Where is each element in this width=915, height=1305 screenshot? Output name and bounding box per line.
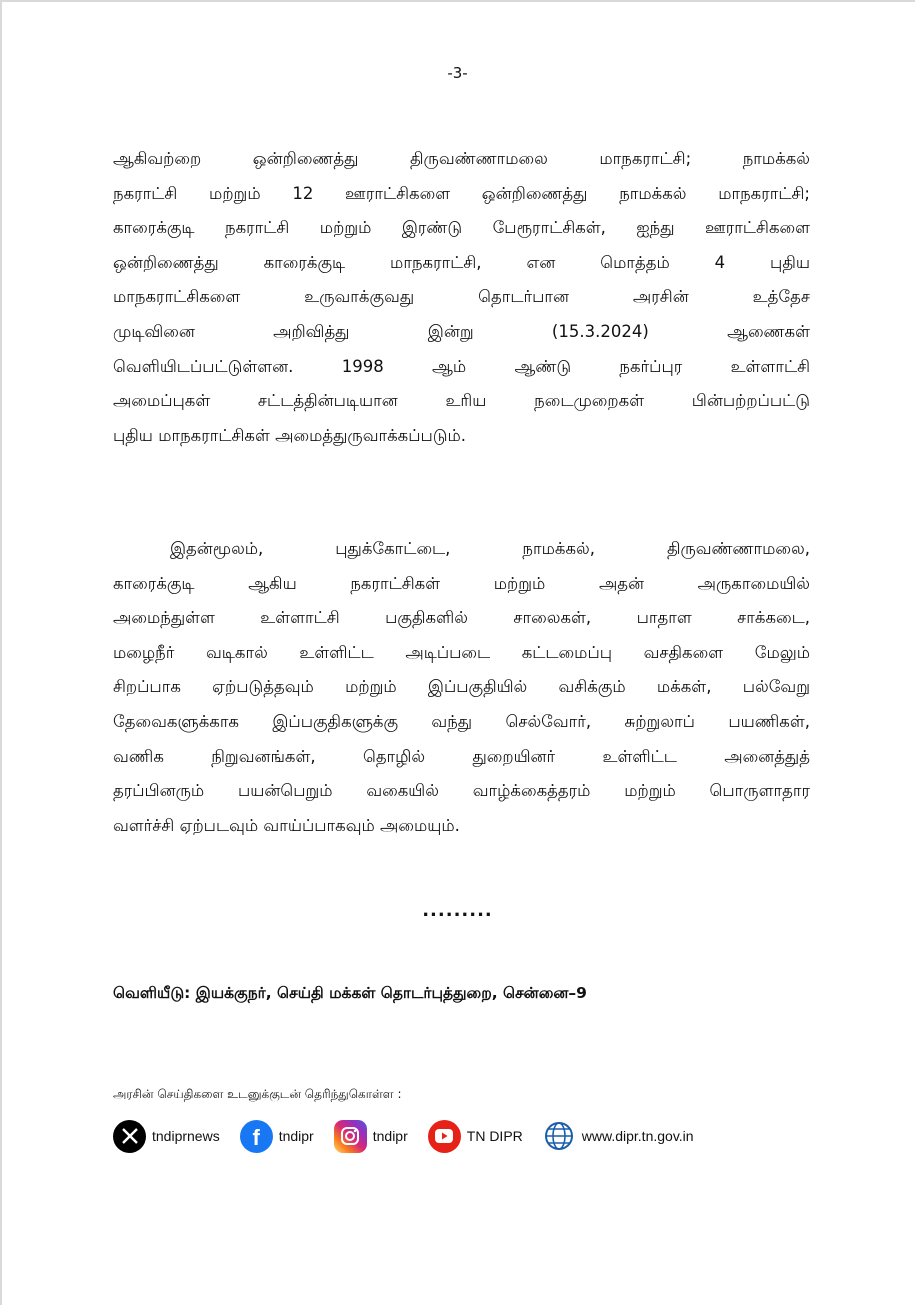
social-x-link[interactable] (113, 1120, 220, 1153)
social-label: tndiprnews (152, 1128, 220, 1144)
text-line: சிறப்பாக ஏற்படுத்தவும் மற்றும் இப்பகுதியில் வசிக்கும் மக்கள், பல்வேறு (113, 677, 810, 697)
social-label: TN DIPR (466, 1128, 523, 1144)
text-line: அமைந்துள்ள உள்ளாட்சி பகுதிகளில் சாலைகள், பாதாள சாக்கடை, (113, 608, 810, 628)
social-website-link[interactable] (543, 1120, 694, 1153)
youtube-icon (428, 1120, 461, 1153)
text-line: காரைக்குடி நகராட்சி மற்றும் இரண்டு பேரூராட்சிகள், ஐந்து ஊராட்சிகளை (113, 218, 810, 238)
page-number: -3- (447, 64, 468, 82)
text-line: மாநகராட்சிகளை உருவாக்குவது தொடர்பான அரசின் உத்தேச (113, 287, 810, 307)
paragraph-1 (113, 142, 810, 453)
follow-text: அரசின் செய்திகளை உடனுக்குடன் தெரிந்துகொள்ள : (113, 1087, 402, 1101)
text-line: தரப்பினரும் பயன்பெறும் வகையில் வாழ்க்கைத்தரம் மற்றும் பொருளாதார (113, 781, 810, 801)
social-links (113, 1118, 714, 1154)
text-line: வெளியிடப்பட்டுள்ளன. 1998 ஆம் ஆண்டு நகர்ப்புர உள்ளாட்சி (113, 356, 810, 376)
social-label: tndipr (372, 1128, 408, 1144)
paragraph-2 (113, 532, 810, 843)
text-line: வணிக நிறுவனங்கள், தொழில் துறையினர் உள்ளிட்ட அனைத்துத் (113, 746, 810, 766)
facebook-icon: f (240, 1120, 273, 1153)
social-youtube-link[interactable] (428, 1120, 523, 1153)
text-line: ஆகிவற்றை ஒன்றிணைத்து திருவண்ணாமலை மாநகராட்சி; நாமக்கல் (113, 149, 810, 168)
text-line: மழைநீர் வடிகால் உள்ளிட்ட அடிப்படை கட்டமைப்பு வசதிகளை மேலும் (113, 642, 810, 662)
text-line: தேவைகளுக்காக இப்பகுதிகளுக்கு வந்து செல்வோர், சுற்றுலாப் பயணிகள், (113, 711, 810, 731)
release-line: வெளியீடு: இயக்குநர், செய்தி மக்கள் தொடர்புத்துறை, சென்னை–9 (113, 984, 587, 1002)
social-instagram-link[interactable] (334, 1120, 408, 1153)
globe-icon (543, 1120, 576, 1153)
text-line: வளர்ச்சி ஏற்படவும் வாய்ப்பாகவும் அமையும். (113, 815, 460, 835)
social-label: tndipr (278, 1128, 314, 1144)
social-label: www.dipr.tn.gov.in (581, 1128, 694, 1144)
text-line: அமைப்புகள் சட்டத்தின்படியான உரிய நடைமுறைகள் பின்பற்றப்பட்டு (113, 391, 810, 411)
end-separator: ......... (422, 900, 493, 921)
text-line: ஒன்றிணைத்து காரைக்குடி மாநகராட்சி, என மொத்தம் 4 புதிய (113, 252, 810, 272)
text-line: காரைக்குடி ஆகிய நகராட்சிகள் மற்றும் அதன் அருகாமையில் (113, 573, 810, 593)
instagram-icon (334, 1120, 367, 1153)
text-line: நகராட்சி மற்றும் 12 ஊராட்சிகளை ஒன்றிணைத்து நாமக்கல் மாநகராட்சி; (113, 183, 810, 203)
social-facebook-link[interactable] (240, 1120, 314, 1153)
text-line: புதிய மாநகராட்சிகள் அமைத்துருவாக்கப்படும். (113, 425, 467, 445)
text-line: முடிவினை அறிவித்து இன்று (15.3.2024) ஆணைகள் (113, 321, 810, 341)
text-line: இதன்மூலம், புதுக்கோட்டை, நாமக்கல், திருவண்ணாமலை, (170, 539, 810, 558)
x-icon (113, 1120, 146, 1153)
